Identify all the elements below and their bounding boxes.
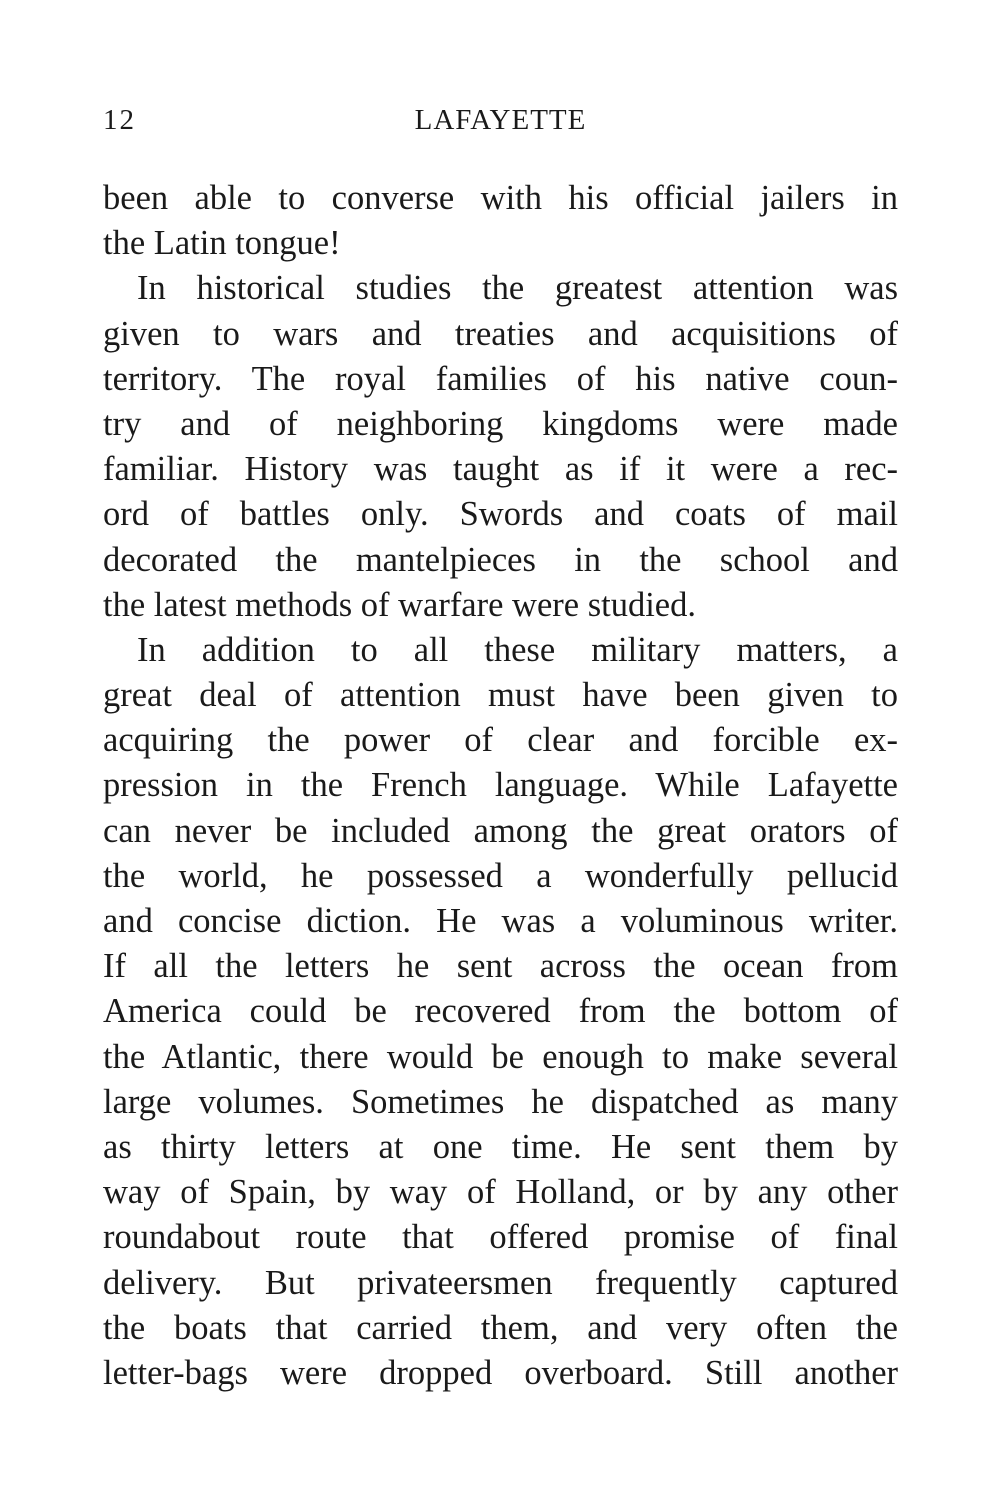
text-line: roundabout route that offered promise of final xyxy=(103,1218,898,1257)
text-line: ord of battles only. Swords and coats of mail xyxy=(103,495,898,534)
text-line: In addition to all these military matters, a xyxy=(137,630,898,669)
text-line: the Latin tongue! xyxy=(103,224,341,263)
text-line: pression in the French language. While Lafayette xyxy=(103,766,898,805)
text-line: territory. The royal families of his native coun- xyxy=(103,359,898,398)
page-header xyxy=(103,104,898,144)
text-line: If all the letters he sent across the ocean from xyxy=(103,947,898,986)
body-text xyxy=(103,176,898,1396)
text-line: and concise diction. He was a voluminous writer. xyxy=(103,902,898,940)
text-line: try and of neighboring kingdoms were made xyxy=(103,404,898,443)
running-title: LAFAYETTE xyxy=(414,104,587,136)
text-line: given to wars and treaties and acquisitions of xyxy=(103,314,898,353)
text-line: the boats that carried them, and very often the xyxy=(103,1308,898,1347)
text-line: delivery. But privateersmen frequently captured xyxy=(103,1263,898,1302)
text-line: letter-bags were dropped overboard. Still another xyxy=(103,1353,898,1392)
text-line: the Atlantic, there would be enough to make several xyxy=(103,1037,898,1076)
text-line: great deal of attention must have been given to xyxy=(103,676,898,715)
page-number: 12 xyxy=(103,104,136,136)
text-line: decorated the mantelpieces in the school and xyxy=(103,540,898,579)
text-line: familiar. History was taught as if it were a rec- xyxy=(103,450,898,489)
text-line: can never be included among the great orators of xyxy=(103,811,898,850)
text-line: the latest methods of warfare were studied. xyxy=(103,585,696,624)
text-line: In historical studies the greatest attention was xyxy=(137,269,898,308)
text-line: large volumes. Sometimes he dispatched as many xyxy=(103,1082,898,1121)
text-line: as thirty letters at one time. He sent them by xyxy=(103,1127,898,1166)
text-line: way of Spain, by way of Holland, or by any other xyxy=(103,1173,898,1212)
text-line: been able to converse with his official jailers in xyxy=(103,179,898,217)
text-line: acquiring the power of clear and forcible ex- xyxy=(103,721,898,760)
text-line: the world, he possessed a wonderfully pellucid xyxy=(103,856,898,895)
text-line: America could be recovered from the bottom of xyxy=(103,992,898,1031)
